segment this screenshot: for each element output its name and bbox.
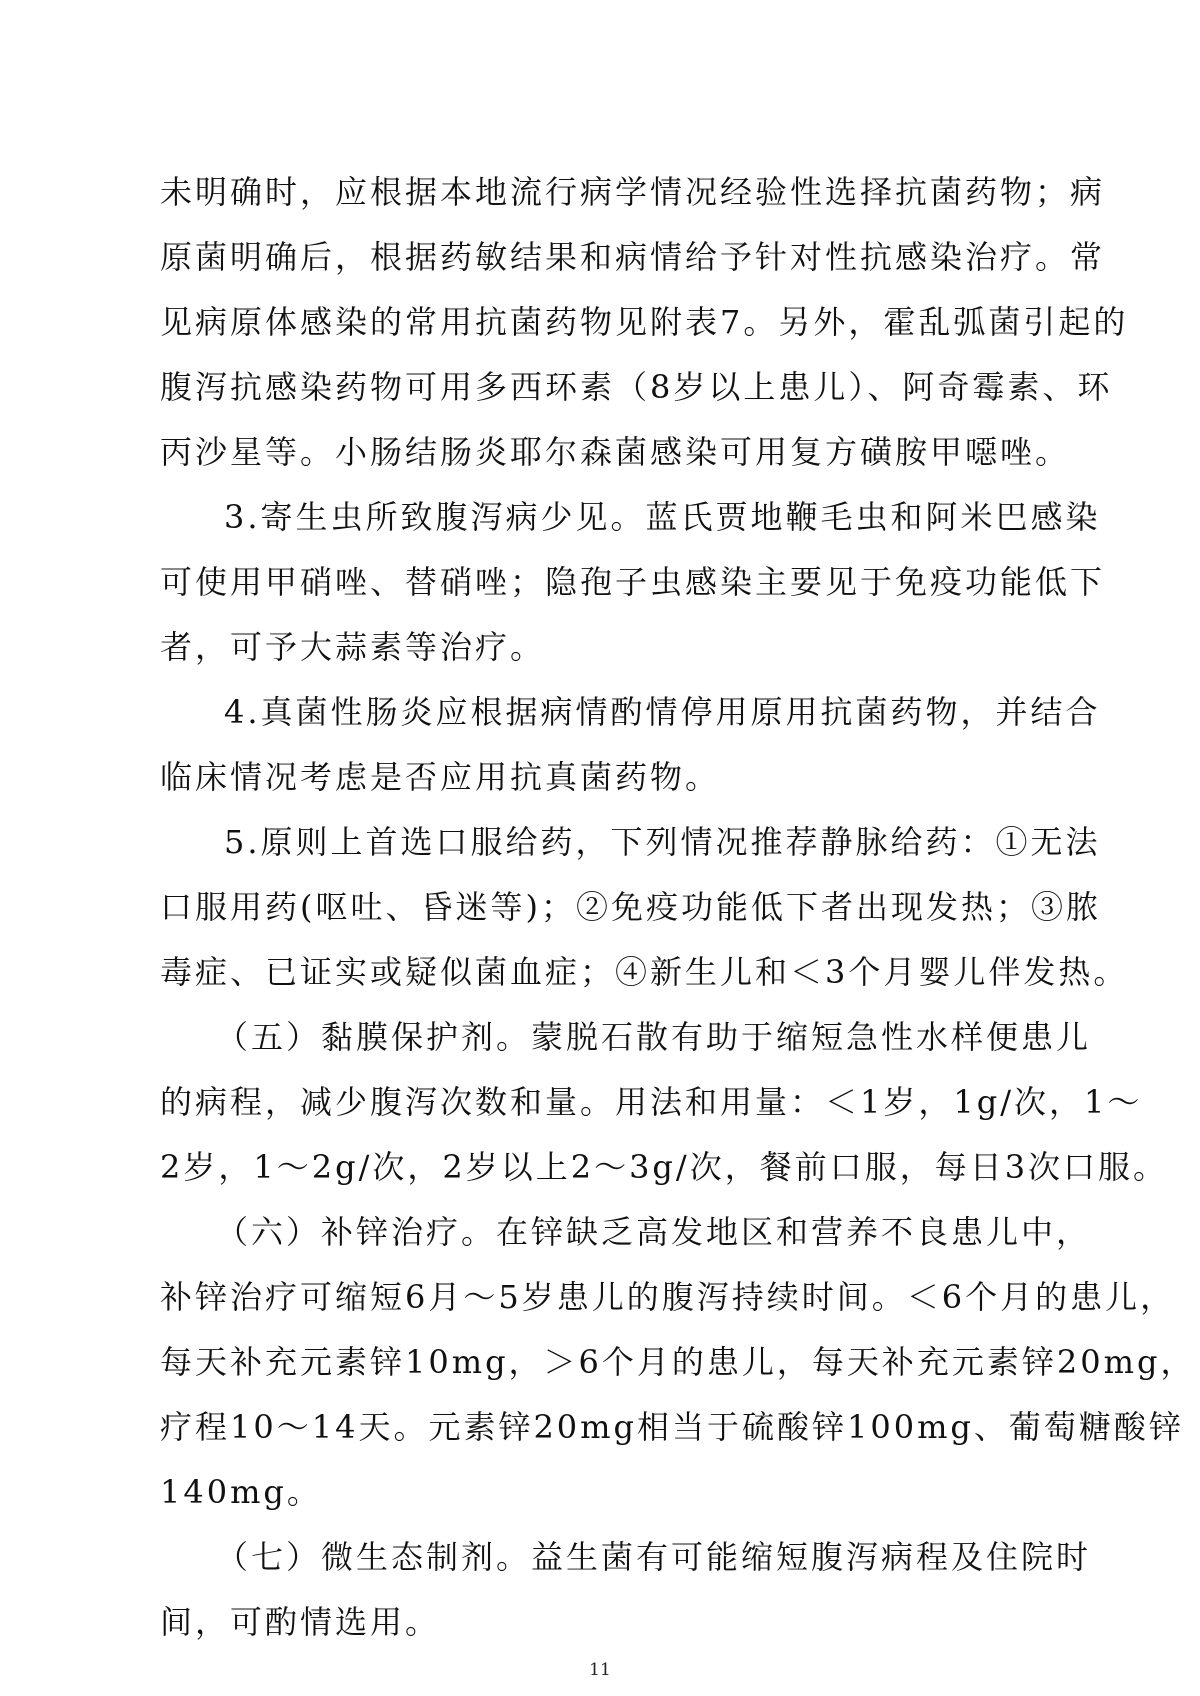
text-line: 原菌明确后，根据药敏结果和病情给予针对性抗感染治疗。常 <box>160 238 1106 276</box>
text-line: 的病程，减少腹泻次数和量。用法和用量：＜1岁，1g/次，1～ <box>160 1083 1143 1121</box>
text-line: 丙沙星等。小肠结肠炎耶尔森菌感染可用复方磺胺甲噁唑。 <box>160 433 1071 471</box>
text-line: 疗程10～14天。元素锌20mg相当于硫酸锌100mg、葡萄糖酸锌 <box>160 1408 1184 1446</box>
section-5-heading-line: （五）黏膜保护剂。蒙脱石散有助于缩短急性水样便患儿 <box>216 1018 1092 1056</box>
paragraph-3-start: 3.寄生虫所致腹泻病少见。蓝氏贾地鞭毛虫和阿米巴感染 <box>224 498 1101 536</box>
page-number: 11 <box>589 1660 611 1680</box>
paragraph-5-start: 5.原则上首选口服给药，下列情况推荐静脉给药：①无法 <box>224 823 1101 861</box>
text-line: 见病原体感染的常用抗菌药物见附表7。另外，霍乱弧菌引起的 <box>160 303 1129 341</box>
text-line: 间，可酌情选用。 <box>160 1603 441 1641</box>
text-line: 毒症、已证实或疑似菌血症；④新生儿和＜3个月婴儿伴发热。 <box>160 953 1129 991</box>
text-line: 腹泻抗感染药物可用多西环素（8岁以上患儿）、阿奇霉素、环 <box>160 368 1113 406</box>
section-7-heading-line: （七）微生态制剂。益生菌有可能缩短腹泻病程及住院时 <box>216 1538 1092 1576</box>
text-line: 者，可予大蒜素等治疗。 <box>160 628 546 666</box>
text-line: 口服用药(呕吐、昏迷等)；②免疫功能低下者出现发热；③脓 <box>160 888 1101 926</box>
paragraph-4-start: 4.真菌性肠炎应根据病情酌情停用原用抗菌药物，并结合 <box>224 693 1101 731</box>
text-line: 每天补充元素锌10mg，＞6个月的患儿，每天补充元素锌20mg， <box>160 1343 1196 1381</box>
text-line: 140mg。 <box>160 1473 322 1511</box>
text-line: 可使用甲硝唑、替硝唑；隐孢子虫感染主要见于免疫功能低下 <box>160 563 1106 601</box>
text-line: 未明确时，应根据本地流行病学情况经验性选择抗菌药物；病 <box>160 173 1106 211</box>
text-line: 补锌治疗可缩短6月～5岁患儿的腹泻持续时间。＜6个月的患儿， <box>160 1278 1176 1316</box>
text-line: 临床情况考虑是否应用抗真菌药物。 <box>160 758 721 796</box>
text-line: 2岁，1～2g/次，2岁以上2～3g/次，餐前口服，每日3次口服。 <box>160 1148 1169 1186</box>
section-6-heading-line: （六）补锌治疗。在锌缺乏高发地区和营养不良患儿中， <box>216 1213 1092 1251</box>
